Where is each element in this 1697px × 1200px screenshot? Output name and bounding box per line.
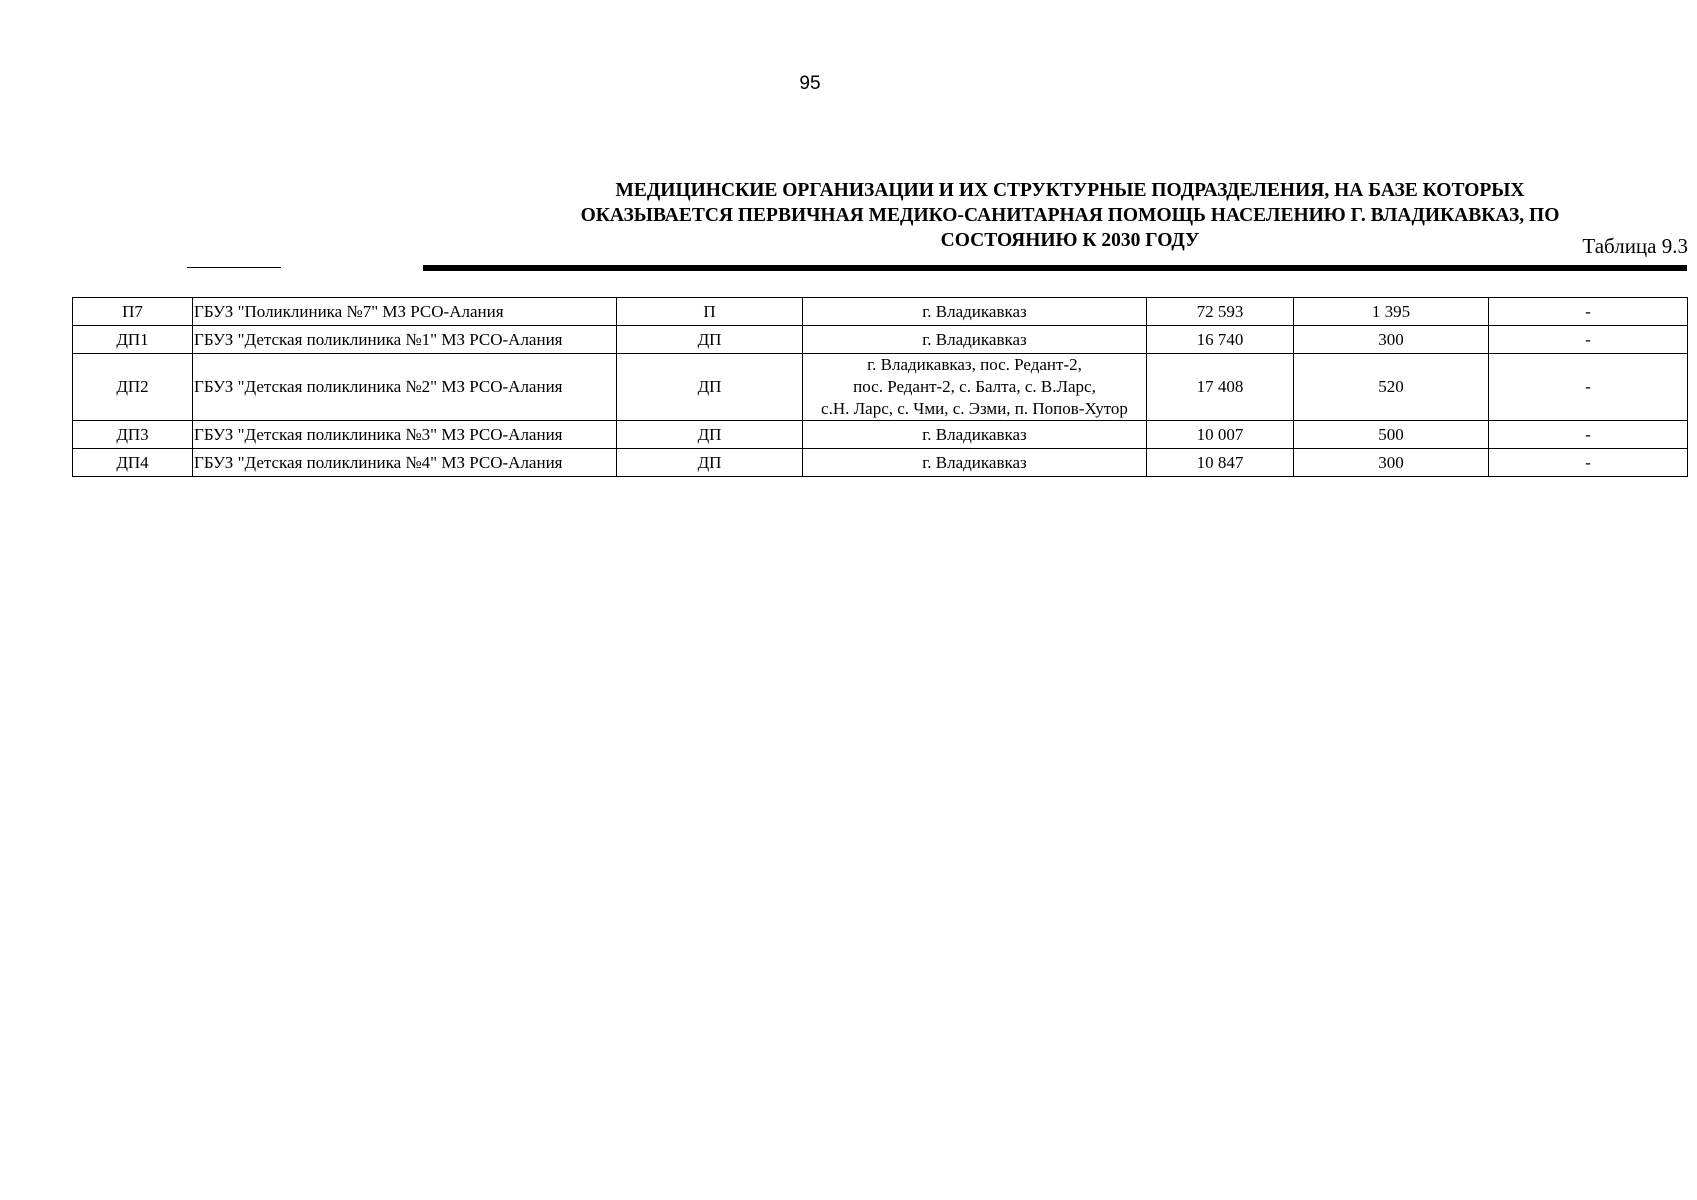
table-row bbox=[73, 421, 1688, 449]
short-rule bbox=[187, 267, 281, 268]
cell-name: ГБУЗ "Детская поликлиника №3" МЗ РСО-Алания bbox=[193, 421, 617, 449]
cell-code: П7 bbox=[73, 298, 193, 326]
cell-capacity: 520 bbox=[1294, 354, 1489, 421]
cell-name: ГБУЗ "Поликлиника №7" МЗ РСО-Алания bbox=[193, 298, 617, 326]
table-row bbox=[73, 354, 1688, 421]
organizations-table bbox=[72, 297, 1688, 477]
address-line: г. Владикавказ, пос. Редант-2, bbox=[867, 355, 1082, 374]
cell-name: ГБУЗ "Детская поликлиника №4" МЗ РСО-Алания bbox=[193, 449, 617, 477]
cell-note: - bbox=[1489, 449, 1688, 477]
cell-note: - bbox=[1489, 298, 1688, 326]
cell-note: - bbox=[1489, 326, 1688, 354]
table-row bbox=[73, 298, 1688, 326]
cell-note: - bbox=[1489, 354, 1688, 421]
title-line: СОСТОЯНИЮ К 2030 ГОДУ bbox=[940, 230, 1200, 251]
cell-type: П bbox=[617, 298, 803, 326]
cell-code: ДП1 bbox=[73, 326, 193, 354]
cell-name: ГБУЗ "Детская поликлиника №1" МЗ РСО-Алания bbox=[193, 326, 617, 354]
cell-population: 10 847 bbox=[1147, 449, 1294, 477]
document-title bbox=[470, 178, 1670, 253]
cell-capacity: 500 bbox=[1294, 421, 1489, 449]
cell-type: ДП bbox=[617, 354, 803, 421]
address-line: пос. Редант-2, с. Балта, с. В.Ларс, bbox=[853, 377, 1096, 396]
cell-name: ГБУЗ "Детская поликлиника №2" МЗ РСО-Алания bbox=[193, 354, 617, 421]
cell-capacity: 300 bbox=[1294, 449, 1489, 477]
table-row bbox=[73, 449, 1688, 477]
cell-code: ДП2 bbox=[73, 354, 193, 421]
table-caption: Таблица 9.3 bbox=[1582, 234, 1688, 258]
cell-type: ДП bbox=[617, 326, 803, 354]
page-number: 95 bbox=[799, 73, 821, 94]
address-line: г. Владикавказ bbox=[922, 424, 1027, 444]
address-line: г. Владикавказ bbox=[922, 452, 1027, 472]
cell-capacity: 300 bbox=[1294, 326, 1489, 354]
cell-population: 17 408 bbox=[1147, 354, 1294, 421]
cell-code: ДП4 bbox=[73, 449, 193, 477]
title-line: МЕДИЦИНСКИЕ ОРГАНИЗАЦИИ И ИХ СТРУКТУРНЫЕ ПОДРАЗДЕЛЕНИЯ, НА БАЗЕ КОТОРЫХ bbox=[615, 180, 1525, 201]
thick-rule bbox=[423, 265, 1687, 271]
address-line: г. Владикавказ bbox=[922, 329, 1027, 349]
address-line: с.Н. Ларс, с. Чми, с. Эзми, п. Попов-Хутор bbox=[821, 399, 1128, 418]
cell-population: 16 740 bbox=[1147, 326, 1294, 354]
cell-population: 72 593 bbox=[1147, 298, 1294, 326]
cell-address bbox=[803, 421, 1147, 449]
cell-capacity: 1 395 bbox=[1294, 298, 1489, 326]
cell-type: ДП bbox=[617, 421, 803, 449]
address-line: г. Владикавказ bbox=[922, 301, 1027, 321]
cell-address bbox=[803, 354, 1147, 421]
cell-address bbox=[803, 298, 1147, 326]
title-line: ОКАЗЫВАЕТСЯ ПЕРВИЧНАЯ МЕДИКО-САНИТАРНАЯ ПОМОЩЬ НАСЕЛЕНИЮ Г. ВЛАДИКАВКАЗ, ПО bbox=[580, 205, 1560, 226]
cell-address bbox=[803, 449, 1147, 477]
cell-population: 10 007 bbox=[1147, 421, 1294, 449]
cell-note: - bbox=[1489, 421, 1688, 449]
cell-code: ДП3 bbox=[73, 421, 193, 449]
cell-type: ДП bbox=[617, 449, 803, 477]
table-row bbox=[73, 326, 1688, 354]
cell-address bbox=[803, 326, 1147, 354]
